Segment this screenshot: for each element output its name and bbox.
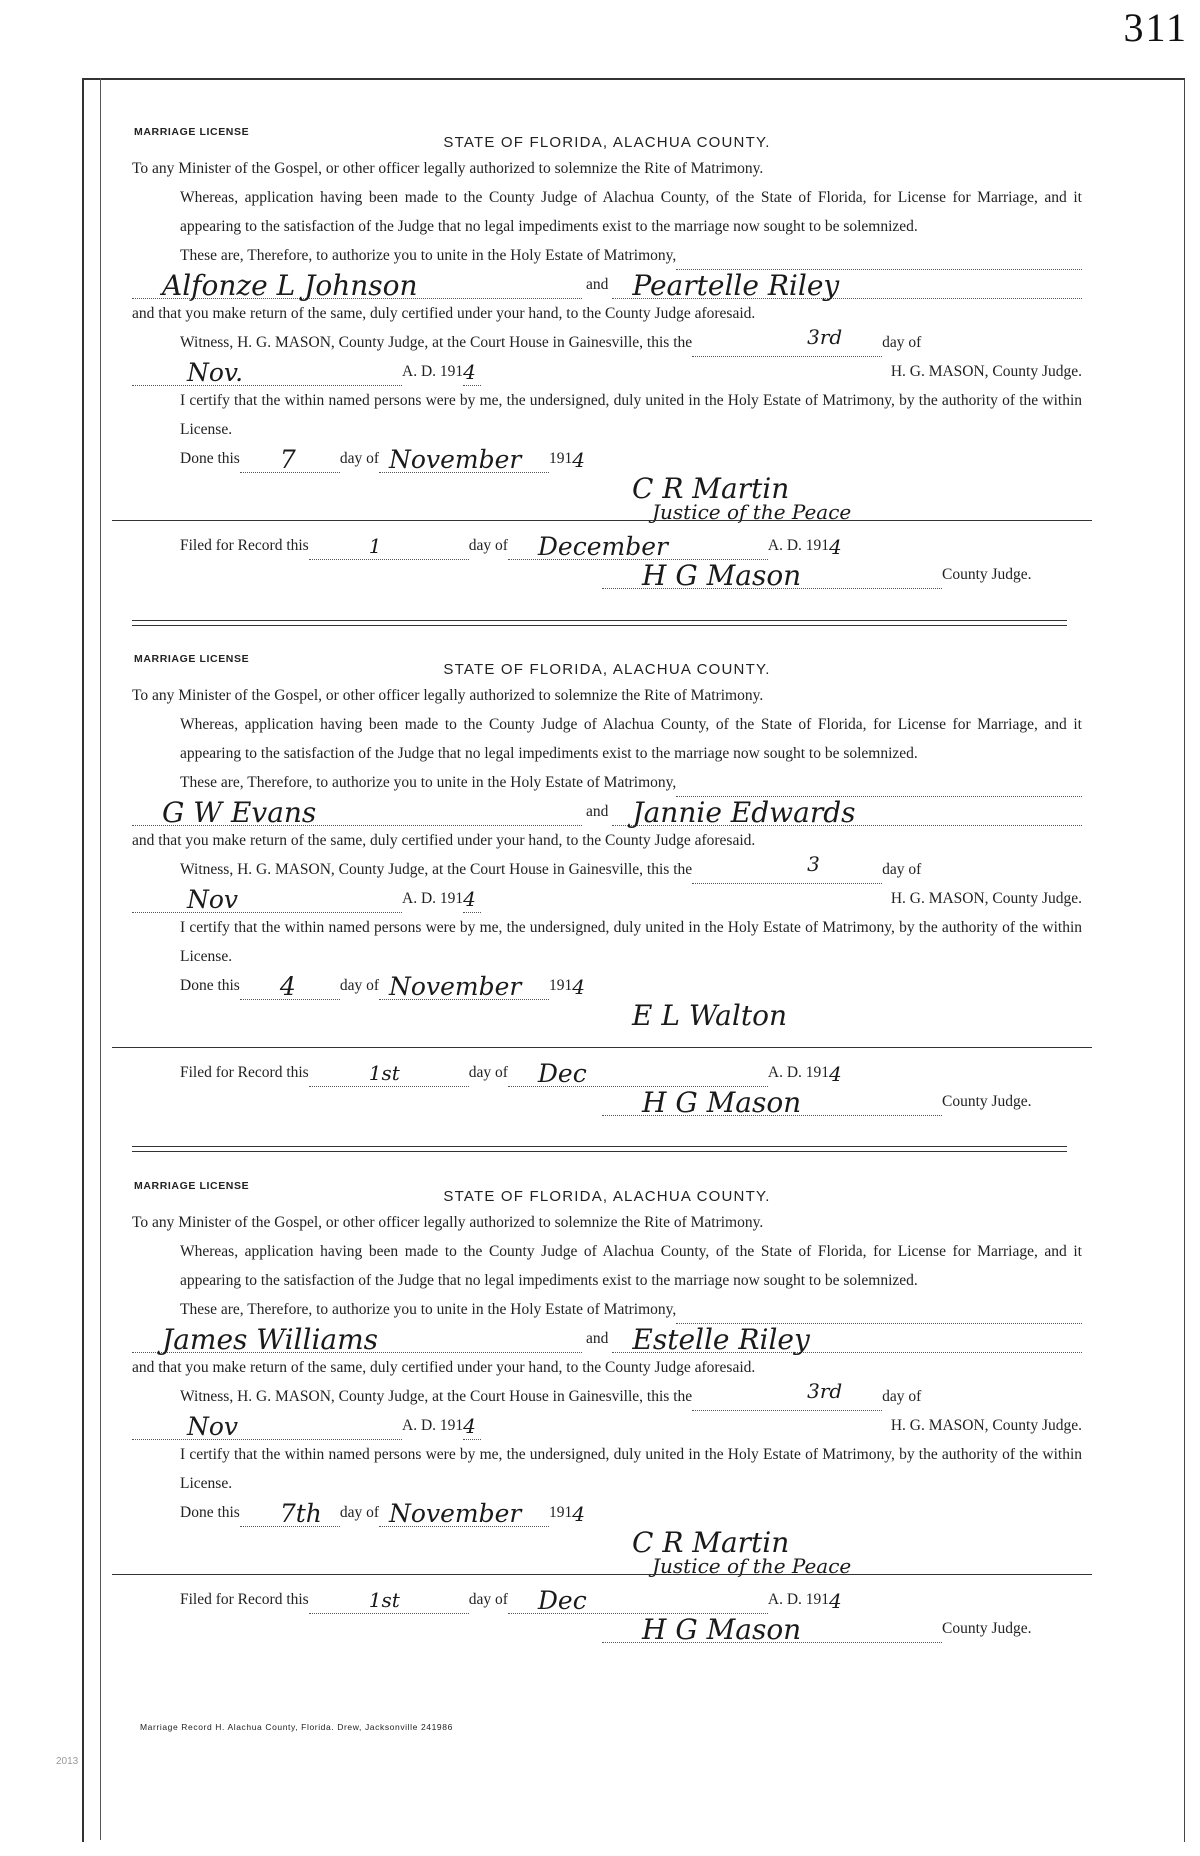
- filed-year-field: [829, 536, 847, 560]
- license-title: STATE OF FLORIDA, ALACHUA COUNTY.: [443, 134, 771, 151]
- county-judge-text: County Judge.: [942, 566, 1032, 583]
- done-year-text: 191: [549, 450, 573, 467]
- clerk-field: [602, 1613, 942, 1646]
- bride-name: Estelle Riley: [632, 1323, 810, 1356]
- filed-month-field: [508, 1586, 768, 1615]
- salutation: To any Minister of the Gospel, or other officer legally authorized to solemnize the Rite of Matrimony.: [132, 687, 764, 704]
- county-judge-text: County Judge.: [942, 1093, 1032, 1110]
- judge-name: H. G. MASON, County Judge.: [890, 1417, 1082, 1434]
- done-day: 7: [279, 445, 296, 474]
- license-label: MARRIAGE LICENSE: [134, 126, 250, 138]
- filed-ad-text: A. D. 191: [767, 1591, 830, 1608]
- issue-year-field: [463, 1415, 481, 1440]
- done-year-field: [572, 449, 590, 473]
- done-month: November: [389, 1499, 522, 1528]
- issue-day-field: [692, 852, 882, 884]
- filed-month: Dec: [537, 1586, 587, 1615]
- bride-field: [612, 796, 1082, 829]
- done-month: November: [389, 445, 522, 474]
- issue-month: Nov: [187, 1412, 239, 1441]
- clerk-field: [602, 559, 942, 592]
- certify-clause: I certify that the within named persons were by me, the undersigned, duly united in the Holy Estate of Matrimony, by the authority of the within License.: [180, 392, 1082, 438]
- done-month-field: [379, 972, 549, 1001]
- judge-name: H. G. MASON, County Judge.: [890, 363, 1082, 380]
- filed-day: 1st: [368, 1061, 400, 1085]
- done-line: [132, 971, 1082, 1000]
- done-year-text: 191: [549, 1504, 573, 1521]
- filed-day-field: [309, 1062, 469, 1087]
- whereas-clause: Whereas, application having been made to the County Judge of Alachua County, of the State of Florida, for License for Marriage, and it appearing to the satisfaction of the Judge that no legal impediments exist to the marriage now sought to be solemnized.: [180, 716, 1082, 762]
- page-number: 311: [1123, 5, 1188, 50]
- filed-month-field: [508, 1059, 768, 1088]
- officiant-title: Justice of the Peace: [652, 500, 852, 524]
- day-of-text: day of: [882, 1388, 922, 1405]
- officiant-signature: C R Martin: [632, 1526, 790, 1559]
- filed-ad-text: A. D. 191: [767, 1064, 830, 1081]
- issue-day-field: [692, 325, 882, 357]
- license-label: MARRIAGE LICENSE: [134, 1180, 250, 1192]
- return-text: and that you make return of the same, duly certified under your hand, to the County Judge aforesaid.: [132, 1359, 756, 1376]
- filed-text: Filed for Record this: [180, 1591, 309, 1608]
- names-line: [132, 269, 1082, 302]
- filed-ad-text: A. D. 191: [767, 537, 830, 554]
- bride-name: Jannie Edwards: [632, 796, 856, 829]
- names-line: [132, 796, 1082, 829]
- therefore-blank: [676, 1299, 1082, 1324]
- done-day-field: [240, 1499, 340, 1528]
- done-year-digit: 4: [572, 448, 585, 472]
- bride-field: [612, 269, 1082, 302]
- filed-month: Dec: [537, 1059, 587, 1088]
- witness-text: Witness, H. G. MASON, County Judge, at the Court House in Gainesville, this the: [180, 334, 693, 351]
- issue-month: Nov: [187, 885, 239, 914]
- issue-year-digit: 4: [463, 360, 476, 384]
- done-year-field: [572, 976, 590, 1000]
- clerk-signature: H G Mason: [642, 1613, 802, 1646]
- issue-day: 3rd: [807, 1379, 843, 1403]
- groom-field: [132, 796, 582, 829]
- clerk-line: [132, 1613, 1082, 1646]
- done-month-field: [379, 1499, 549, 1528]
- witness-line: [132, 852, 1082, 884]
- therefore-text: These are, Therefore, to authorize you to unite in the Holy Estate of Matrimony,: [180, 774, 677, 791]
- return-text: and that you make return of the same, duly certified under your hand, to the County Judge aforesaid.: [132, 305, 756, 322]
- license-title: STATE OF FLORIDA, ALACHUA COUNTY.: [443, 1188, 771, 1205]
- clerk-line: [132, 559, 1082, 592]
- groom-name: G W Evans: [162, 796, 317, 829]
- issue-ad-text: A. D. 191: [402, 1417, 464, 1434]
- and-text: and: [586, 803, 609, 820]
- done-day: 4: [279, 972, 296, 1001]
- license-separator: [132, 620, 1067, 626]
- issue-day-field: [692, 1379, 882, 1411]
- done-text: Done this: [180, 450, 240, 467]
- done-month-field: [379, 445, 549, 474]
- done-line: [132, 444, 1082, 473]
- issue-month-field: [132, 358, 402, 387]
- salutation: To any Minister of the Gospel, or other officer legally authorized to solemnize the Rite of Matrimony.: [132, 160, 764, 177]
- names-line: [132, 1323, 1082, 1356]
- license-separator: [132, 1146, 1067, 1152]
- printer-imprint: Marriage Record H. Alachua County, Florida. Drew, Jacksonville 241986: [140, 1722, 453, 1732]
- officiant-signature: E L Walton: [632, 999, 787, 1032]
- issue-date-line: [132, 1411, 1082, 1440]
- clerk-field: [602, 1086, 942, 1119]
- groom-name: Alfonze L Johnson: [162, 269, 418, 302]
- issue-day: 3: [807, 852, 820, 876]
- therefore-text: These are, Therefore, to authorize you to unite in the Holy Estate of Matrimony,: [180, 247, 677, 264]
- therefore-line: [132, 768, 1082, 797]
- done-day-of-text: day of: [339, 977, 380, 994]
- done-year-field: [572, 1503, 590, 1527]
- filed-day-of-text: day of: [468, 1591, 508, 1608]
- filed-year-field: [829, 1063, 847, 1087]
- filed-day-of-text: day of: [468, 537, 508, 554]
- filed-text: Filed for Record this: [180, 1064, 309, 1081]
- therefore-line: [132, 1295, 1082, 1324]
- issue-year-digit: 4: [463, 1414, 476, 1438]
- signature-rule: [112, 520, 1092, 521]
- issue-year-field: [463, 361, 481, 386]
- filed-line: [132, 531, 1082, 560]
- officiant-signature-block: [132, 473, 1082, 525]
- issue-day: 3rd: [807, 325, 843, 349]
- done-day-field: [240, 445, 340, 474]
- certify-clause: I certify that the within named persons were by me, the undersigned, duly united in the Holy Estate of Matrimony, by the authority of the within License.: [180, 1446, 1082, 1492]
- done-text: Done this: [180, 1504, 240, 1521]
- filed-day-of-text: day of: [468, 1064, 508, 1081]
- done-text: Done this: [180, 977, 240, 994]
- certify-clause: I certify that the within named persons were by me, the undersigned, duly united in the Holy Estate of Matrimony, by the authority of the within License.: [180, 919, 1082, 965]
- whereas-clause: Whereas, application having been made to the County Judge of Alachua County, of the State of Florida, for License for Marriage, and it appearing to the satisfaction of the Judge that no legal impediments exist to the marriage now sought to be solemnized.: [180, 189, 1082, 235]
- filed-day-field: [309, 1589, 469, 1614]
- license-label: MARRIAGE LICENSE: [134, 653, 250, 665]
- officiant-signature: C R Martin: [632, 472, 790, 505]
- clerk-line: [132, 1086, 1082, 1119]
- day-of-text: day of: [882, 861, 922, 878]
- done-month: November: [389, 972, 522, 1001]
- done-year-digit: 4: [572, 975, 585, 999]
- issue-date-line: [132, 884, 1082, 913]
- groom-field: [132, 1323, 582, 1356]
- bride-name: Peartelle Riley: [632, 269, 840, 302]
- whereas-clause: Whereas, application having been made to the County Judge of Alachua County, of the State of Florida, for License for Marriage, and it appearing to the satisfaction of the Judge that no legal impediments exist to the marriage now sought to be solemnized.: [180, 1243, 1082, 1289]
- salutation: To any Minister of the Gospel, or other officer legally authorized to solemnize the Rite of Matrimony.: [132, 1214, 764, 1231]
- done-day: 7th: [279, 1499, 322, 1528]
- issue-month: Nov.: [187, 358, 244, 387]
- witness-text: Witness, H. G. MASON, County Judge, at the Court House in Gainesville, this the: [180, 1388, 693, 1405]
- signature-rule: [112, 1574, 1092, 1575]
- issue-year-field: [463, 888, 481, 913]
- issue-ad-text: A. D. 191: [402, 363, 464, 380]
- filed-year-field: [829, 1590, 847, 1614]
- county-judge-text: County Judge.: [942, 1620, 1032, 1637]
- return-text: and that you make return of the same, duly certified under your hand, to the County Judge aforesaid.: [132, 832, 756, 849]
- marriage-license: [132, 645, 1082, 1119]
- filed-year-digit: 4: [829, 1062, 842, 1086]
- filed-month: December: [537, 532, 668, 561]
- done-day-of-text: day of: [339, 450, 380, 467]
- filed-day-field: [309, 535, 469, 560]
- marriage-license: [132, 1172, 1082, 1646]
- license-title: STATE OF FLORIDA, ALACHUA COUNTY.: [443, 661, 771, 678]
- day-of-text: day of: [882, 334, 922, 351]
- therefore-text: These are, Therefore, to authorize you to unite in the Holy Estate of Matrimony,: [180, 1301, 677, 1318]
- officiant-signature-block: [132, 1000, 1082, 1052]
- witness-line: [132, 325, 1082, 357]
- bride-field: [612, 1323, 1082, 1356]
- filed-day: 1st: [368, 1588, 400, 1612]
- filed-line: [132, 1585, 1082, 1614]
- therefore-blank: [676, 245, 1082, 270]
- groom-name: James Williams: [162, 1323, 379, 1356]
- issue-month-field: [132, 885, 402, 914]
- done-year-text: 191: [549, 977, 573, 994]
- filed-year-digit: 4: [829, 535, 842, 559]
- judge-name: H. G. MASON, County Judge.: [890, 890, 1082, 907]
- issue-year-digit: 4: [463, 887, 476, 911]
- officiant-title: Justice of the Peace: [652, 1554, 852, 1578]
- groom-field: [132, 269, 582, 302]
- done-day-of-text: day of: [339, 1504, 380, 1521]
- done-year-digit: 4: [572, 1502, 585, 1526]
- issue-date-line: [132, 357, 1082, 386]
- officiant-signature-block: [132, 1527, 1082, 1579]
- and-text: and: [586, 1330, 609, 1347]
- done-day-field: [240, 972, 340, 1001]
- marriage-license: [132, 118, 1082, 592]
- corner-stamp: 2013: [56, 1756, 79, 1767]
- filed-text: Filed for Record this: [180, 537, 309, 554]
- filed-year-digit: 4: [829, 1589, 842, 1613]
- therefore-line: [132, 241, 1082, 270]
- done-line: [132, 1498, 1082, 1527]
- filed-day: 1: [368, 534, 382, 558]
- signature-rule: [112, 1047, 1092, 1048]
- clerk-signature: H G Mason: [642, 559, 802, 592]
- and-text: and: [586, 276, 609, 293]
- issue-month-field: [132, 1412, 402, 1441]
- witness-line: [132, 1379, 1082, 1411]
- clerk-signature: H G Mason: [642, 1086, 802, 1119]
- issue-ad-text: A. D. 191: [402, 890, 464, 907]
- filed-month-field: [508, 532, 768, 561]
- therefore-blank: [676, 772, 1082, 797]
- witness-text: Witness, H. G. MASON, County Judge, at the Court House in Gainesville, this the: [180, 861, 693, 878]
- filed-line: [132, 1058, 1082, 1087]
